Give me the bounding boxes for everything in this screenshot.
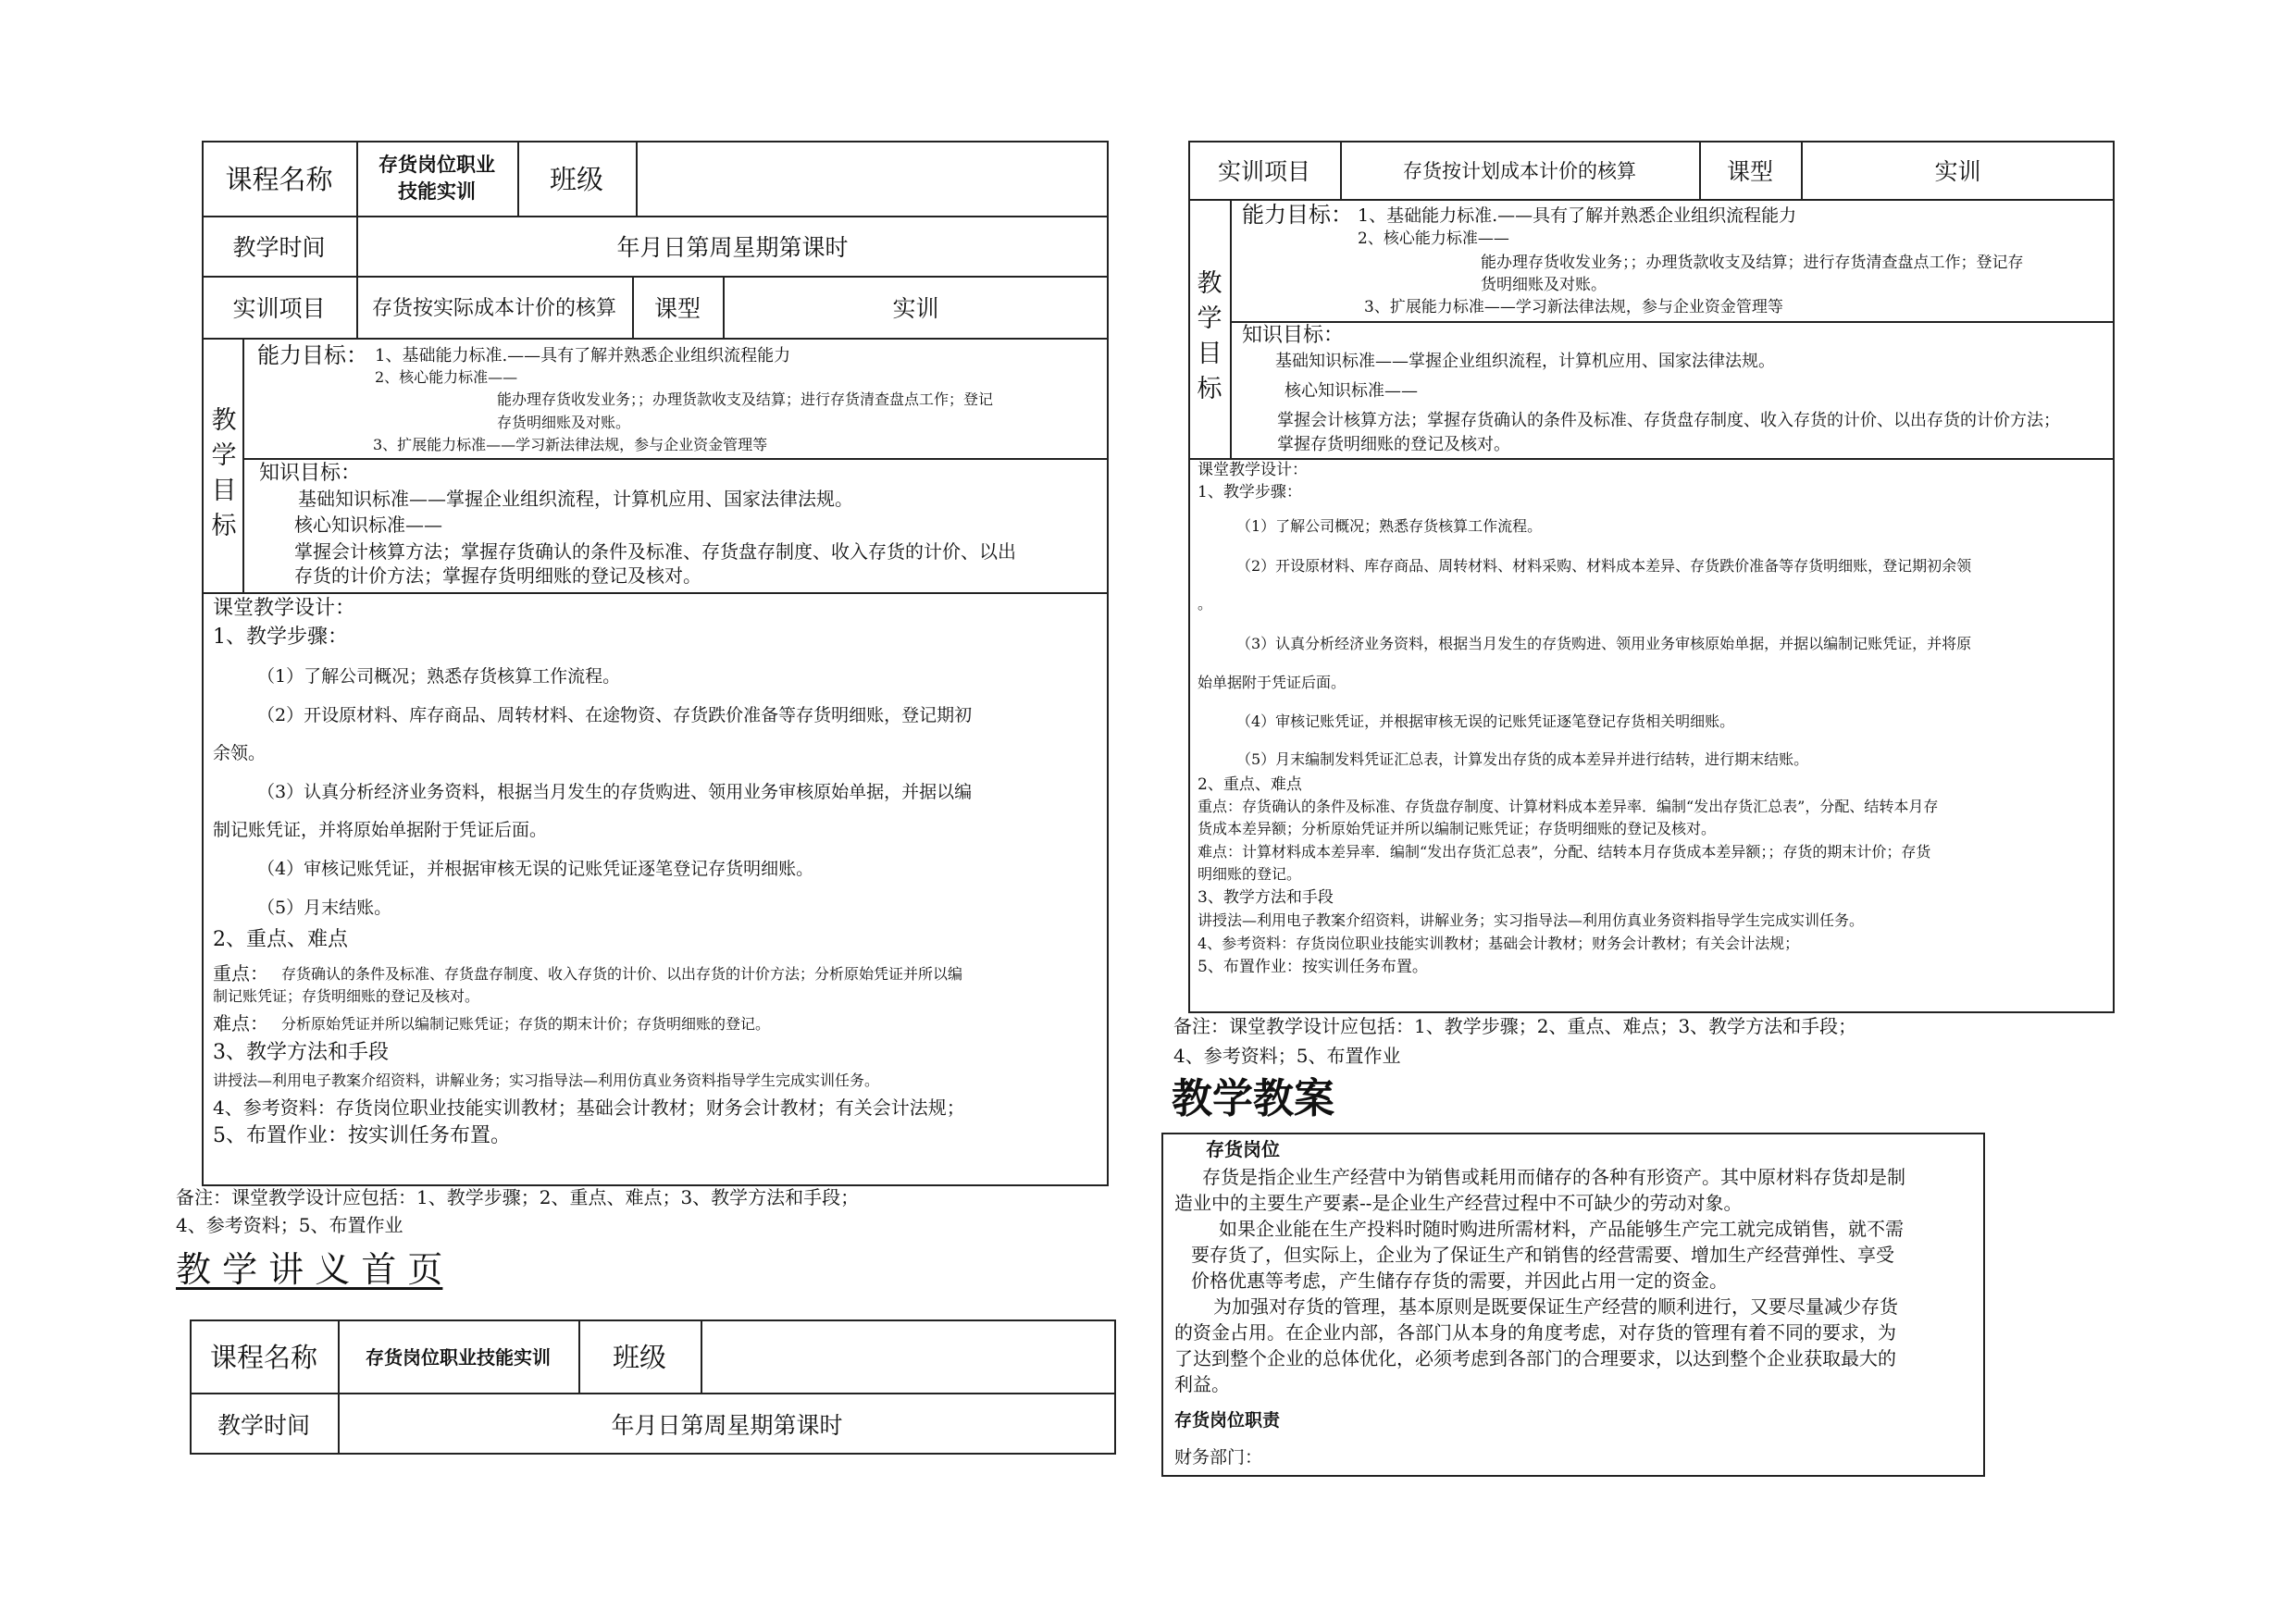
project-value: 存货按实际成本计价的核算	[371, 297, 616, 320]
key-b-2-r: 明细账的登记。	[1198, 865, 1302, 883]
course-name-value-line2: 技能实训	[398, 180, 476, 203]
course-name-value-line1: 存货岗位职业	[379, 153, 495, 176]
plan-p2a: 如果企业能在生产投料时随时购进所需材料，产品能够生产完工就完成销售，就不需	[1219, 1218, 1904, 1240]
ability-goal-2-desc-2: 存货明细账及对账。	[497, 414, 631, 431]
lesson-plan-box	[1161, 1133, 1985, 1477]
key-b-1: 分析原始凭证并所以编制记账凭证；存货的期末计价；存货明细账的登记。	[281, 1015, 771, 1033]
right-note-1: 备注：课堂教学设计应包括：1、教学步骤；2、重点、难点；3、教学方法和手段；	[1173, 1015, 1857, 1037]
knowledge-goal-title-r: 知识目标：	[1242, 324, 1345, 347]
ability-goal-2-desc-1-r: 能办理存货收发业务；；办理货款收支及结算；进行存货清查盘点工作；登记存	[1481, 254, 2024, 272]
course-name-value-2: 存货岗位职业技能实训	[366, 1346, 551, 1369]
step-3b-r: 始单据附于凭证后面。	[1198, 674, 1347, 691]
course-name-value	[356, 146, 517, 211]
project-label: 实训项目	[232, 294, 326, 322]
teaching-time-label: 教学时间	[232, 233, 326, 261]
step-2a-r: （2）开设原材料、库存商品、周转材料、材料采购、材料成本差异、存货跌价准备等存货明细账，登记期初余领	[1236, 557, 1972, 575]
ability-goal-3-r: 3、扩展能力标准——学习新法律法规，参与企业资金管理等	[1364, 298, 1783, 316]
knowledge-goal-1-r: 基础知识标准——掌握企业组织流程，计算机应用、国家法律法规。	[1275, 352, 1775, 371]
plan-p3d: 利益。	[1174, 1373, 1230, 1395]
step-5: （5）月末结账。	[257, 898, 392, 918]
knowledge-goal-2-r: 核心知识标准——	[1285, 381, 1418, 401]
key-a-2-r: 货成本差异额；分析原始凭证并所以编制记账凭证；存货明细账的登记及核对。	[1198, 820, 1717, 837]
ability-goal-1: 1、基础能力标准.——具有了解并熟悉企业组织流程能力	[375, 346, 791, 365]
knowledge-goal-1: 基础知识标准——掌握企业组织流程，计算机应用、国家法律法规。	[298, 488, 853, 510]
method-title: 3、教学方法和手段	[213, 1041, 389, 1064]
ability-goal-title-r: 能力目标：	[1242, 202, 1353, 228]
lesson-plan-title: 教学教案	[1172, 1075, 1334, 1122]
teaching-goal-label: 教 学 目 标	[211, 406, 237, 540]
references: 4、参考资料：存货岗位职业技能实训教材；基础会计教材；财务会计教材；有关会计法规；	[213, 1096, 965, 1119]
ability-goal-2-r: 2、核心能力标准——	[1358, 229, 1509, 248]
plan-p1a: 存货是指企业生产经营中为销售或耗用而储存的各种有形资产。其中原材料存货却是制	[1202, 1166, 1905, 1188]
type-value-r: 实训	[1934, 157, 1981, 185]
design-title: 课堂教学设计：	[213, 597, 356, 620]
step-4-r: （4）审核记账凭证，并根据审核无误的记账凭证逐笔登记存货相关明细账。	[1236, 712, 1735, 730]
ability-goal-3: 3、扩展能力标准——学习新法律法规，参与企业资金管理等	[373, 436, 768, 453]
teaching-time-value-2: 年月日第周星期第课时	[611, 1411, 843, 1439]
step-2a: （2）开设原材料、库存商品、周转材料、在途物资、存货跌价准备等存货明细账，登记期初	[257, 705, 973, 725]
type-label: 课型	[653, 294, 701, 322]
method-title-r: 3、教学方法和手段	[1198, 888, 1334, 907]
ability-goal-2-desc-1: 能办理存货收发业务；；办理货款收支及结算；进行存货清查盘点工作；登记	[497, 390, 994, 408]
design-title-r: 课堂教学设计：	[1198, 461, 1308, 479]
plan-p2c: 价格优惠等考虑，产生储存存货的需要，并因此占用一定的资金。	[1191, 1270, 1728, 1292]
class-label: 班级	[549, 164, 603, 195]
key-a-2: 制记账凭证；存货明细账的登记及核对。	[213, 987, 480, 1005]
method-1-r: 讲授法—利用电子教案介绍资料，讲解业务；实习指导法—利用仿真业务资料指导学生完成实训任务。	[1198, 911, 1865, 929]
step-2b-r: 。	[1198, 595, 1213, 613]
teaching-time-label-2: 教学时间	[217, 1411, 310, 1439]
ability-goal-2-desc-2-r: 货明细账及对账。	[1481, 276, 1607, 294]
step-3b: 制记账凭证，并将原始单据附于凭证后面。	[213, 820, 548, 840]
teaching-goal-label-r: 教 学 目 标	[1197, 269, 1222, 403]
key-a-label: 重点：	[213, 962, 268, 985]
knowledge-goal-3b-r: 掌握存货明细账的登记及核对。	[1277, 435, 1510, 454]
teaching-time-value: 年月日第周星期第课时	[616, 233, 849, 261]
step-3a: （3）认真分析经济业务资料，根据当月发生的存货购进、领用业务审核原始单据，并据以编	[257, 782, 973, 802]
step-3a-r: （3）认真分析经济业务资料，根据当月发生的存货购进、领用业务审核原始单据，并据以编制记账凭证，并将原	[1236, 635, 1972, 652]
key-points-title-r: 2、重点、难点	[1198, 775, 1302, 794]
plan-p2b: 要存货了，但实际上，企业为了保证生产和销售的经营需要、增加生产经营弹性、享受	[1191, 1244, 1894, 1266]
project-label-r: 实训项目	[1217, 157, 1310, 185]
plan-p3a: 为加强对存货的管理，基本原则是既要保证生产经营的顺利进行，又要尽量减少存货	[1213, 1295, 1898, 1318]
ability-goal-2: 2、核心能力标准——	[375, 368, 518, 386]
class-label-2: 班级	[612, 1342, 666, 1373]
plan-p1b: 造业中的主要生产要素--是企业生产经营过程中不可缺少的劳动对象。	[1174, 1192, 1743, 1214]
step-2b: 余领。	[213, 743, 267, 763]
right-note-2: 4、参考资料；5、布置作业	[1173, 1045, 1401, 1067]
plan-p3b: 的资金占用。在企业内部，各部门从本身的角度考虑，对存货的管理有着不同的要求，为	[1174, 1321, 1896, 1344]
ability-goal-title: 能力目标：	[257, 342, 368, 368]
plan-dept: 财务部门：	[1174, 1447, 1263, 1468]
homework-r: 5、布置作业：按实训任务布置。	[1198, 958, 1428, 976]
plan-p3c: 了达到整个企业的总体优化，必须考虑到各部门的合理要求，以达到整个企业获取最大的	[1174, 1347, 1896, 1369]
step-5-r: （5）月末编制发料凭证汇总表，计算发出存货的成本差异并进行结转，进行期末结账。	[1236, 750, 1809, 768]
step-1-r: （1）了解公司概况；熟悉存货核算工作流程。	[1236, 517, 1543, 535]
course-name-label-2: 课程名称	[209, 1342, 317, 1373]
knowledge-goal-3a-r: 掌握会计核算方法；掌握存货确认的条件及标准、存货盘存制度、收入存货的计价、以出存货的计价方法；	[1277, 411, 2060, 430]
step-4: （4）审核记账凭证，并根据审核无误的记账凭证逐笔登记存货明细账。	[257, 859, 814, 879]
type-value: 实训	[892, 294, 939, 322]
key-points-title: 2、重点、难点	[213, 928, 348, 951]
handout-title: 教 学 讲 义 首 页	[176, 1249, 443, 1290]
step-1: （1）了解公司概况；熟悉存货核算工作流程。	[257, 666, 621, 687]
knowledge-goal-2: 核心知识标准——	[294, 514, 442, 536]
plan-heading: 存货岗位	[1206, 1138, 1280, 1160]
key-b-label: 难点：	[213, 1012, 268, 1035]
plan-duty-title: 存货岗位职责	[1174, 1410, 1281, 1431]
knowledge-goal-3b: 存货的计价方法；掌握存货明细账的登记及核对。	[294, 564, 701, 587]
type-label-r: 课型	[1726, 157, 1773, 185]
knowledge-goal-title: 知识目标：	[259, 462, 362, 485]
left-note-1: 备注：课堂教学设计应包括：1、教学步骤；2、重点、难点；3、教学方法和手段；	[176, 1186, 860, 1208]
knowledge-goal-3a: 掌握会计核算方法；掌握存货确认的条件及标准、存货盘存制度、收入存货的计价、以出	[294, 540, 1016, 563]
method-1: 讲授法—利用电子教案介绍资料，讲解业务；实习指导法—利用仿真业务资料指导学生完成实训任务。	[213, 1072, 880, 1089]
course-name-label: 课程名称	[225, 164, 333, 195]
steps-title: 1、教学步骤：	[213, 626, 348, 649]
homework: 5、布置作业：按实训任务布置。	[213, 1124, 511, 1147]
key-b-1-r: 难点：计算材料成本差异率．编制“发出存货汇总表”，分配、结转本月存货成本差异额；；存货的期末计价；存货	[1198, 843, 1931, 861]
key-a-1: 存货确认的条件及标准、存货盘存制度、收入存货的计价、以出存货的计价方法；分析原始凭证并所以编	[281, 965, 963, 983]
project-value-r: 存货按计划成本计价的核算	[1403, 159, 1636, 182]
references-r: 4、参考资料：存货岗位职业技能实训教材；基础会计教材；财务会计教材；有关会计法规；	[1198, 935, 1800, 952]
ability-goal-1-r: 1、基础能力标准.——具有了解并熟悉企业组织流程能力	[1358, 205, 1797, 226]
left-note-2: 4、参考资料；5、布置作业	[176, 1214, 403, 1236]
key-a-1-r: 重点：存货确认的条件及标准、存货盘存制度、计算材料成本差异率．编制“发出存货汇总表”，分配、结转本月存	[1198, 798, 1939, 815]
steps-title-r: 1、教学步骤：	[1198, 483, 1302, 502]
